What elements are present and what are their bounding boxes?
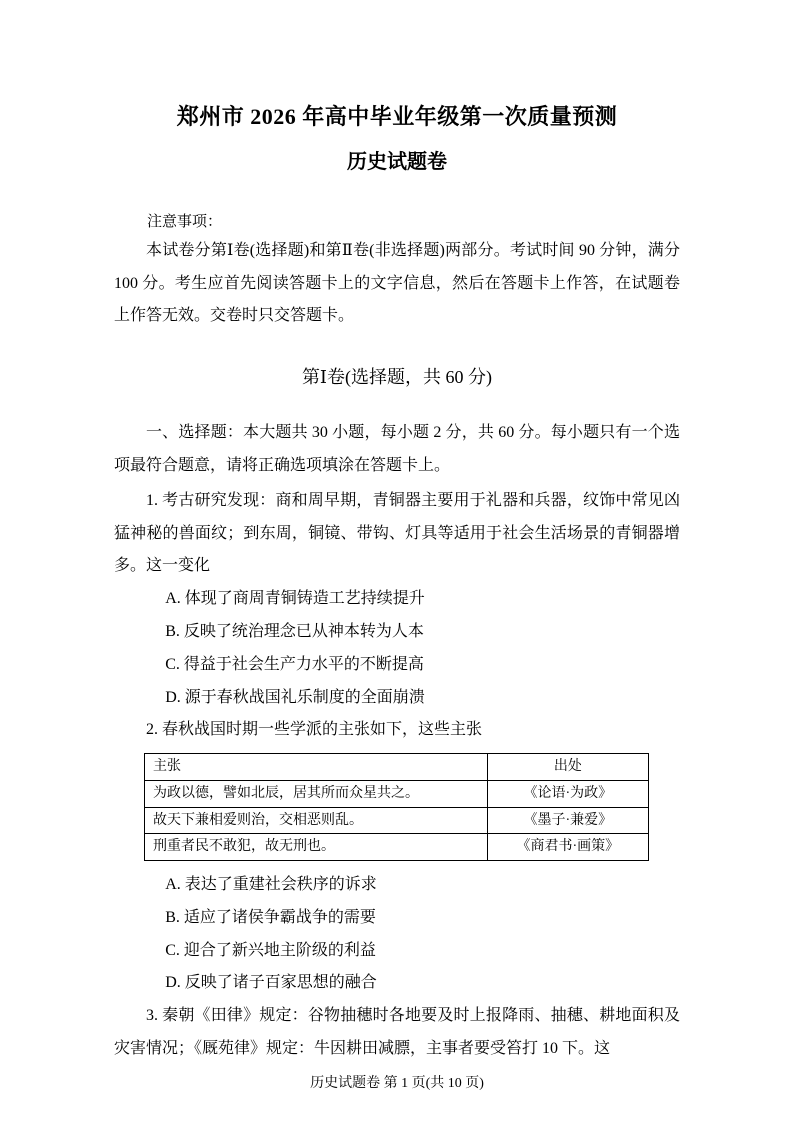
question-1-option-c: C. 得益于社会生产力水平的不断提高 [165, 655, 424, 673]
question-1-option-b: B. 反映了统治理念已从神本转为人本 [165, 622, 424, 640]
question-2-option-b: B. 适应了诸侯争霸战争的需要 [165, 908, 376, 926]
table-row [145, 807, 649, 834]
question-2-stem: 2. 春秋战国时期一些学派的主张如下，这些主张 [146, 721, 483, 739]
table-cell-claim: 刑重者民不敢犯，故无刑也。 [145, 834, 488, 861]
table-header-claim: 主张 [145, 754, 488, 781]
question-2-option-d: D. 反映了诸子百家思想的融合 [165, 974, 377, 992]
question-3-stem: 3. 秦朝《田律》规定：谷物抽穗时各地要及时上报降雨、抽穗、耕地面积及灾害情况；《厩苑律》规定：牛因耕田减膘，主事者要受笞打 10 下。这 [114, 1007, 680, 1057]
table-header-source: 出处 [487, 754, 648, 781]
question-2 [114, 714, 680, 1000]
question-1-options [114, 583, 680, 714]
table-cell-source: 《论语·为政》 [487, 780, 648, 807]
question-1-stem: 1. 考古研究发现：商和周早期，青铜器主要用于礼器和兵器，纹饰中常见凶猛神秘的兽面纹；到东周，铜镜、带钩、灯具等适用于社会生活场景的青铜器增多。这一变化 [114, 491, 680, 575]
question-1 [114, 485, 680, 715]
exam-subtitle: 历史试题卷 [347, 150, 447, 173]
page-footer: 历史试题卷 第 1 页(共 10 页) [310, 1075, 484, 1091]
question-2-option-c: C. 迎合了新兴地主阶级的利益 [165, 941, 376, 959]
question-2-option-a: A. 表达了重建社会秩序的诉求 [165, 875, 377, 893]
table-row [145, 834, 649, 861]
exam-title: 郑州市 2026 年高中毕业年级第一次质量预测 [176, 104, 618, 129]
table-header-row [145, 754, 649, 781]
question-3 [114, 1000, 680, 1066]
table-cell-source: 《商君书·画策》 [487, 834, 648, 861]
table-cell-claim: 为政以德，譬如北辰，居其所而众星共之。 [145, 780, 488, 807]
section-title: 第Ⅰ卷(选择题，共 60 分) [301, 367, 493, 388]
notice-label: 注意事项： [147, 213, 223, 230]
question-2-table [144, 753, 649, 861]
question-1-option-d: D. 源于春秋战国礼乐制度的全面崩溃 [165, 688, 425, 706]
question-2-options [114, 869, 680, 1000]
table-cell-source: 《墨子·兼爱》 [487, 807, 648, 834]
section-instructions: 一、选择题：本大题共 30 小题，每小题 2 分，共 60 分。每小题只有一个选项最符合题意，请将正确选项填涂在答题卡上。 [114, 424, 680, 474]
table-row [145, 780, 649, 807]
table-cell-claim: 故天下兼相爱则治，交相恶则乱。 [145, 807, 488, 834]
notice-body: 本试卷分第Ⅰ卷(选择题)和第Ⅱ卷(非选择题)两部分。考试时间 90 分钟，满分 100 分。考生应首先阅读答题卡上的文字信息，然后在答题卡上作答，在试题卷上作答无效。交卷时只交答题卡。 [114, 241, 680, 325]
question-1-option-a: A. 体现了商周青铜铸造工艺持续提升 [165, 590, 425, 608]
